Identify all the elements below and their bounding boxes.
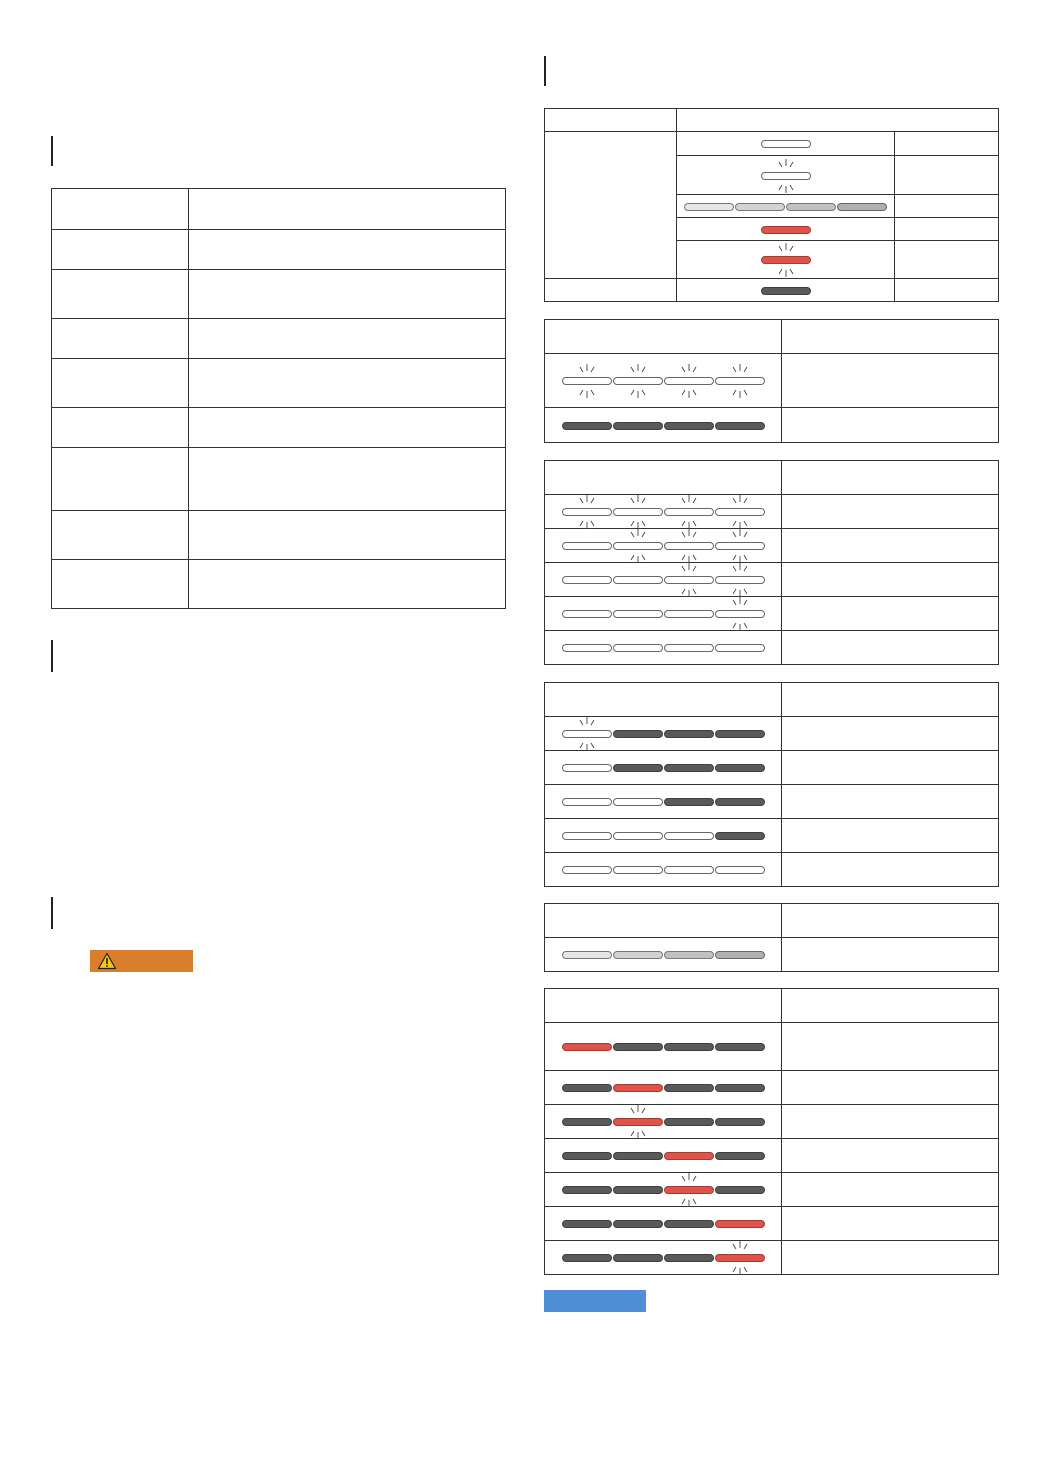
led-g1 xyxy=(562,951,612,959)
led-dark xyxy=(562,1084,612,1092)
led-cell xyxy=(545,1071,782,1105)
table-row xyxy=(545,1105,999,1139)
led-dark xyxy=(664,1084,714,1092)
led-dark xyxy=(664,1254,714,1262)
table-row xyxy=(545,563,999,597)
led-dark xyxy=(613,1254,663,1262)
led-red xyxy=(613,1084,663,1092)
header-cell xyxy=(545,461,782,495)
table-b xyxy=(544,319,999,443)
led-g2 xyxy=(613,951,663,959)
led-cell xyxy=(545,597,782,631)
table-cell-label xyxy=(52,270,189,319)
led-off xyxy=(715,644,765,652)
blink-indicator-icon xyxy=(766,240,806,280)
led-row xyxy=(562,866,765,874)
table-row xyxy=(545,1023,999,1071)
led-g4 xyxy=(715,951,765,959)
led-dark xyxy=(715,832,765,840)
led-dark xyxy=(664,730,714,738)
led-cell xyxy=(545,529,782,563)
blink-indicator-icon xyxy=(618,361,658,401)
led-dark xyxy=(761,287,811,295)
table-header-row xyxy=(545,320,999,354)
header-cell xyxy=(545,320,782,354)
led-red xyxy=(562,1043,612,1051)
table-row xyxy=(545,597,999,631)
table-row xyxy=(52,448,506,511)
table-row xyxy=(545,1139,999,1173)
header-cell xyxy=(782,683,999,717)
led-cell xyxy=(545,717,782,751)
led-row xyxy=(562,1118,765,1126)
table-header-row xyxy=(545,904,999,938)
header-cell xyxy=(677,109,999,132)
led-off xyxy=(715,542,765,550)
led-off xyxy=(613,832,663,840)
table-cell-text xyxy=(189,189,506,230)
table-row xyxy=(52,560,506,609)
led-off xyxy=(562,377,612,385)
table-e xyxy=(544,903,999,972)
table-header-row xyxy=(545,109,999,132)
table-cell-text xyxy=(189,560,506,609)
led-red xyxy=(761,256,811,264)
led-dark xyxy=(664,798,714,806)
description-cell xyxy=(782,819,999,853)
led-dark xyxy=(715,1118,765,1126)
led-cell xyxy=(677,195,895,218)
table-cell-label xyxy=(52,511,189,560)
description-cell xyxy=(782,853,999,887)
section-heading-marker-3 xyxy=(51,897,53,929)
led-off xyxy=(664,832,714,840)
led-row xyxy=(562,610,765,618)
led-dark xyxy=(613,1220,663,1228)
blink-indicator-icon xyxy=(720,560,760,600)
led-row xyxy=(562,730,765,738)
header-cell xyxy=(782,989,999,1023)
led-dark xyxy=(664,1043,714,1051)
table-cell-text xyxy=(189,448,506,511)
led-cell xyxy=(545,1139,782,1173)
blink-indicator-icon xyxy=(567,492,607,532)
led-dark xyxy=(664,764,714,772)
led-dark xyxy=(664,1118,714,1126)
led-g3 xyxy=(664,951,714,959)
blink-indicator-icon xyxy=(669,560,709,600)
blink-indicator-icon xyxy=(669,492,709,532)
table-row xyxy=(545,1173,999,1207)
header-cell xyxy=(545,109,677,132)
header-cell xyxy=(545,904,782,938)
led-row xyxy=(562,1186,765,1194)
led-off xyxy=(664,508,714,516)
led-off xyxy=(613,377,663,385)
table-cell-text xyxy=(189,511,506,560)
led-cell xyxy=(545,785,782,819)
table-header-row xyxy=(545,989,999,1023)
table-cell-text xyxy=(189,319,506,359)
led-dark xyxy=(613,422,663,430)
table-cell-label xyxy=(52,560,189,609)
led-dark xyxy=(613,730,663,738)
table-cell-label xyxy=(52,319,189,359)
led-off xyxy=(613,610,663,618)
section-heading-marker-4 xyxy=(544,56,546,86)
blink-indicator-icon xyxy=(669,361,709,401)
description-cell xyxy=(782,1173,999,1207)
led-cell xyxy=(545,1105,782,1139)
led-dark xyxy=(562,1118,612,1126)
blink-indicator-icon xyxy=(766,156,806,196)
table-cell-label xyxy=(52,230,189,270)
section-heading-marker-2 xyxy=(51,640,53,672)
table-row xyxy=(545,785,999,819)
header-cell xyxy=(545,683,782,717)
table-row xyxy=(545,1207,999,1241)
led-cell xyxy=(545,563,782,597)
led-dark xyxy=(562,1220,612,1228)
led-off xyxy=(664,377,714,385)
header-cell xyxy=(782,320,999,354)
status-text xyxy=(895,156,999,195)
group-label-cell xyxy=(545,279,677,302)
description-cell xyxy=(782,495,999,529)
warning-triangle-icon xyxy=(97,952,117,970)
table-row xyxy=(52,230,506,270)
led-cell xyxy=(677,156,895,195)
table-row xyxy=(52,511,506,560)
status-text xyxy=(895,132,999,156)
led-off xyxy=(613,644,663,652)
led-row xyxy=(562,644,765,652)
description-cell xyxy=(782,631,999,665)
led-off xyxy=(562,644,612,652)
led-cell xyxy=(545,819,782,853)
led-off xyxy=(715,866,765,874)
led-dark xyxy=(613,1186,663,1194)
led-dark xyxy=(715,730,765,738)
blink-indicator-icon xyxy=(669,1170,709,1210)
led-cell xyxy=(545,1023,782,1071)
table-header-row xyxy=(545,461,999,495)
led-off xyxy=(562,730,612,738)
header-cell xyxy=(545,989,782,1023)
led-cell xyxy=(545,631,782,665)
status-text xyxy=(895,279,999,302)
led-off xyxy=(613,798,663,806)
table-row xyxy=(52,359,506,408)
led-cell xyxy=(545,1241,782,1275)
led-g1 xyxy=(684,203,734,211)
led-dark xyxy=(715,1084,765,1092)
led-row xyxy=(562,422,765,430)
led-dark xyxy=(715,422,765,430)
table-row xyxy=(545,751,999,785)
led-off xyxy=(664,610,714,618)
led-off xyxy=(761,172,811,180)
led-off xyxy=(664,866,714,874)
table-row xyxy=(545,717,999,751)
led-dark xyxy=(715,1186,765,1194)
led-off xyxy=(613,866,663,874)
table-row xyxy=(52,270,506,319)
led-off xyxy=(562,576,612,584)
led-row xyxy=(562,377,765,385)
led-off xyxy=(613,576,663,584)
group-label-cell xyxy=(545,132,677,279)
led-cell xyxy=(545,354,782,408)
led-cell xyxy=(545,853,782,887)
description-cell xyxy=(782,1241,999,1275)
led-red xyxy=(664,1152,714,1160)
blink-indicator-icon xyxy=(669,526,709,566)
led-off xyxy=(562,764,612,772)
led-g3 xyxy=(786,203,836,211)
description-cell xyxy=(782,354,999,408)
table-cell-text xyxy=(189,408,506,448)
led-cell xyxy=(545,1173,782,1207)
table-cell-text xyxy=(189,359,506,408)
status-text xyxy=(895,241,999,279)
led-dark xyxy=(715,798,765,806)
description-cell xyxy=(782,751,999,785)
led-off xyxy=(613,508,663,516)
table-row xyxy=(545,408,999,443)
led-cell xyxy=(545,495,782,529)
led-dark xyxy=(562,1152,612,1160)
led-dark xyxy=(664,422,714,430)
led-off xyxy=(664,644,714,652)
description-cell xyxy=(782,597,999,631)
led-row xyxy=(562,542,765,550)
table-c xyxy=(544,460,999,665)
blink-indicator-icon xyxy=(720,526,760,566)
led-off xyxy=(715,576,765,584)
led-off xyxy=(562,798,612,806)
led-dark xyxy=(613,1152,663,1160)
status-text xyxy=(895,195,999,218)
led-dark xyxy=(613,764,663,772)
table-cell-label xyxy=(52,408,189,448)
blink-indicator-icon xyxy=(567,361,607,401)
description-cell xyxy=(782,563,999,597)
led-cell xyxy=(545,408,782,443)
table-row xyxy=(545,1071,999,1105)
led-off xyxy=(562,866,612,874)
blink-indicator-icon xyxy=(720,594,760,634)
led-row xyxy=(562,1220,765,1228)
blink-indicator-icon xyxy=(618,492,658,532)
led-row xyxy=(562,508,765,516)
led-dark xyxy=(715,764,765,772)
description-cell xyxy=(782,529,999,563)
led-g4 xyxy=(837,203,887,211)
led-row xyxy=(562,832,765,840)
warning-badge xyxy=(90,950,193,972)
table-row xyxy=(52,189,506,230)
led-off xyxy=(562,610,612,618)
led-off xyxy=(715,610,765,618)
led-row xyxy=(562,1152,765,1160)
blink-indicator-icon xyxy=(567,714,607,754)
led-red xyxy=(761,226,811,234)
table-row xyxy=(545,853,999,887)
led-g2 xyxy=(735,203,785,211)
led-row xyxy=(562,1043,765,1051)
table-row xyxy=(52,408,506,448)
table-row xyxy=(52,319,506,359)
led-off xyxy=(761,140,811,148)
led-off xyxy=(664,542,714,550)
led-off xyxy=(613,542,663,550)
description-cell xyxy=(782,1023,999,1071)
led-cell xyxy=(545,938,782,972)
led-row xyxy=(562,1254,765,1262)
led-dark xyxy=(562,1186,612,1194)
description-cell xyxy=(782,938,999,972)
blink-indicator-icon xyxy=(720,361,760,401)
led-red xyxy=(715,1254,765,1262)
table-cell-text xyxy=(189,230,506,270)
blink-indicator-icon xyxy=(618,526,658,566)
blink-indicator-icon xyxy=(720,492,760,532)
led-dark xyxy=(664,1220,714,1228)
led-red xyxy=(715,1220,765,1228)
description-cell xyxy=(782,1071,999,1105)
led-dark xyxy=(715,1152,765,1160)
led-off xyxy=(562,508,612,516)
led-cell xyxy=(677,132,895,156)
table-row xyxy=(545,279,999,302)
led-row xyxy=(562,576,765,584)
table-f xyxy=(544,988,999,1275)
table-row xyxy=(545,354,999,408)
header-cell xyxy=(782,904,999,938)
table-cell-label xyxy=(52,359,189,408)
table-cell-text xyxy=(189,270,506,319)
table-cell-label xyxy=(52,448,189,511)
table-cell-label xyxy=(52,189,189,230)
led-red xyxy=(664,1186,714,1194)
header-cell xyxy=(782,461,999,495)
led-dark xyxy=(613,1043,663,1051)
status-indicator-table xyxy=(544,108,999,302)
main-info-table xyxy=(51,188,506,609)
led-cell xyxy=(545,1207,782,1241)
description-cell xyxy=(782,717,999,751)
led-cell xyxy=(677,218,895,241)
led-off xyxy=(715,508,765,516)
description-cell xyxy=(782,1207,999,1241)
blink-indicator-icon xyxy=(720,1238,760,1278)
led-cell xyxy=(677,241,895,279)
table-row xyxy=(545,631,999,665)
table-row xyxy=(545,495,999,529)
table-row xyxy=(545,529,999,563)
description-cell xyxy=(782,1105,999,1139)
led-off xyxy=(562,832,612,840)
table-header-row xyxy=(545,683,999,717)
led-off xyxy=(562,542,612,550)
led-dark xyxy=(715,1043,765,1051)
blink-indicator-icon xyxy=(618,1102,658,1142)
led-cell xyxy=(677,279,895,302)
led-row xyxy=(562,798,765,806)
table-row xyxy=(545,132,999,156)
table-row xyxy=(545,819,999,853)
led-dark xyxy=(562,1254,612,1262)
led-off xyxy=(715,377,765,385)
description-cell xyxy=(782,408,999,443)
table-d xyxy=(544,682,999,887)
note-badge xyxy=(544,1290,646,1312)
led-row xyxy=(562,764,765,772)
led-cell xyxy=(545,751,782,785)
led-red xyxy=(613,1118,663,1126)
status-text xyxy=(895,218,999,241)
table-row xyxy=(545,938,999,972)
led-row xyxy=(562,1084,765,1092)
led-off xyxy=(664,576,714,584)
description-cell xyxy=(782,1139,999,1173)
table-row xyxy=(545,1241,999,1275)
led-dark xyxy=(562,422,612,430)
led-row xyxy=(562,951,765,959)
description-cell xyxy=(782,785,999,819)
section-heading-marker-1 xyxy=(51,136,53,166)
